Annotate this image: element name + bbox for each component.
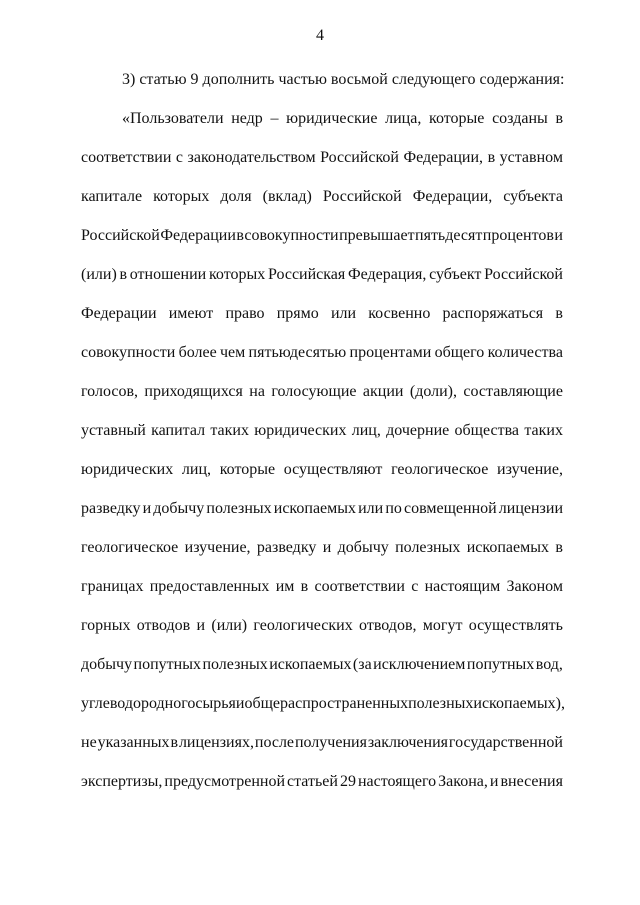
word: Российской <box>320 149 399 166</box>
word: отводов, <box>359 617 417 634</box>
word: им <box>275 578 295 595</box>
word: субъект <box>429 266 482 283</box>
word: предусмотренной <box>164 773 286 790</box>
word: в <box>487 149 496 166</box>
word: лицензиях, <box>178 734 254 751</box>
word: пятьдесят <box>415 227 483 244</box>
paragraph-line <box>81 422 563 440</box>
word: Закона, <box>438 773 488 790</box>
word: исключением <box>373 656 466 673</box>
word: лиц, <box>351 422 381 439</box>
word: сырья <box>195 695 236 712</box>
word: заключения <box>367 734 448 751</box>
word: государственной <box>448 734 563 751</box>
paragraph-line <box>81 695 563 713</box>
word: которые <box>429 110 485 127</box>
word: юридических <box>81 461 174 478</box>
paragraph-line <box>81 539 563 557</box>
word: предоставленных <box>149 578 270 595</box>
word: в <box>555 110 563 127</box>
paragraph-line <box>81 461 563 479</box>
word: и <box>142 500 152 517</box>
word: (или) <box>211 617 248 634</box>
word: попутных <box>466 656 535 673</box>
word: «Пользователи <box>122 110 224 127</box>
word: законодательством <box>187 149 316 166</box>
word: юридические <box>286 110 378 127</box>
word: по <box>385 500 402 517</box>
word: и <box>235 695 245 712</box>
word: ископаемых <box>273 500 357 517</box>
paragraph-line <box>81 578 563 596</box>
word: субъекта <box>503 188 563 205</box>
word: распоряжаться <box>442 305 544 322</box>
word: горных <box>81 617 131 634</box>
paragraph-line <box>81 227 563 245</box>
word: в <box>300 578 309 595</box>
word: статьей <box>287 773 338 790</box>
word: недр <box>231 110 263 127</box>
word: полезных <box>408 695 474 712</box>
paragraph-line <box>81 734 563 752</box>
word: таких <box>524 422 563 439</box>
word: в <box>170 734 179 751</box>
word: не <box>81 734 97 751</box>
word: соответствии <box>81 149 172 166</box>
word: (или) <box>81 266 117 283</box>
word: настоящего <box>357 773 437 790</box>
word: Российской <box>81 227 160 244</box>
word: геологическое <box>391 461 489 478</box>
word: ископаемых), <box>473 695 565 712</box>
word: Федерация, <box>347 266 427 283</box>
word: и <box>489 773 499 790</box>
word: Федерации, <box>403 149 484 166</box>
word: или <box>358 500 384 517</box>
word: указанных <box>97 734 170 751</box>
paragraph-line <box>81 773 563 791</box>
word: в <box>555 305 563 322</box>
paragraph-line <box>81 656 563 674</box>
word: чем <box>219 344 246 361</box>
word: таких <box>210 422 249 439</box>
word: совокупности <box>81 344 176 361</box>
word: отводов <box>136 617 191 634</box>
word: – <box>270 110 279 127</box>
word: имеют <box>168 305 214 322</box>
word: лиц, <box>181 461 211 478</box>
word: количества <box>487 344 563 361</box>
word: и <box>554 227 563 244</box>
paragraph-line <box>81 617 563 635</box>
word: могут <box>422 617 463 634</box>
word: осуществлять <box>468 617 563 634</box>
word: ископаемых <box>466 539 549 556</box>
word: процентов <box>482 227 554 244</box>
paragraph-line <box>81 188 563 206</box>
word: составляющие <box>463 383 563 400</box>
paragraph-line: 3) статью 9 дополнить частью восьмой следующего содержания: <box>122 71 565 88</box>
word: добычу <box>337 539 389 556</box>
word: капитал <box>151 422 206 439</box>
word: границах <box>81 578 144 595</box>
word: вод, <box>535 656 563 673</box>
word: совмещенной <box>403 500 497 517</box>
paragraph-line <box>81 266 563 284</box>
paragraph-line <box>81 500 563 518</box>
word: в <box>236 227 244 244</box>
word: которых <box>208 266 266 283</box>
word: экспертизы, <box>81 773 163 790</box>
word: совокупности <box>244 227 339 244</box>
word: или <box>330 305 357 322</box>
word: разведку <box>81 500 141 517</box>
word: доля <box>220 188 252 205</box>
word: уставный <box>81 422 146 439</box>
paragraph-line <box>81 149 563 167</box>
page-number: 4 <box>316 27 324 44</box>
word: косвенно <box>368 305 431 322</box>
word: юридических <box>254 422 347 439</box>
word: осуществляют <box>283 461 383 478</box>
word: уставном <box>499 149 563 166</box>
word: отношении <box>129 266 207 283</box>
word: превышает <box>339 227 415 244</box>
word: более <box>178 344 217 361</box>
word: Российской <box>484 266 563 283</box>
word: добычу <box>153 500 205 517</box>
word: общества <box>454 422 520 439</box>
word: 29 <box>339 773 356 790</box>
word: с <box>411 578 419 595</box>
word: в <box>119 266 128 283</box>
word: которых <box>153 188 210 205</box>
word: (за <box>352 656 372 673</box>
word: разведку <box>256 539 317 556</box>
word: прямо <box>276 305 319 322</box>
word: Федерации <box>160 227 236 244</box>
word: после <box>254 734 295 751</box>
word: (доли), <box>409 383 458 400</box>
word: пятьюдесятью <box>248 344 347 361</box>
word: соответствии <box>314 578 405 595</box>
word: получения <box>294 734 367 751</box>
word: углеводородного <box>81 695 196 712</box>
word: полезных <box>395 539 461 556</box>
word: геологическое <box>81 539 179 556</box>
word: лица, <box>385 110 422 127</box>
paragraph-line <box>81 305 563 323</box>
word: внесения <box>500 773 563 790</box>
word: приходящихся <box>144 383 243 400</box>
word: добычу <box>81 656 133 673</box>
word: геологических <box>253 617 353 634</box>
word: полезных <box>206 500 272 517</box>
word: на <box>249 383 265 400</box>
word: (вклад) <box>262 188 312 205</box>
word: Законом <box>506 578 563 595</box>
word: попутных <box>133 656 201 673</box>
word: и <box>322 539 332 556</box>
word: и <box>196 617 206 634</box>
word: полезных <box>202 656 268 673</box>
word: голосующие <box>271 383 357 400</box>
word: изучение, <box>184 539 251 556</box>
word: процентами <box>349 344 432 361</box>
word: настоящим <box>424 578 501 595</box>
word: капитале <box>81 188 143 205</box>
word: Федерации <box>81 305 157 322</box>
word: Российской <box>322 188 402 205</box>
word: право <box>225 305 265 322</box>
word: лицензии <box>498 500 563 517</box>
word: с <box>175 149 184 166</box>
paragraph-line <box>81 383 563 401</box>
word: ископаемых <box>269 656 352 673</box>
word: акции <box>362 383 404 400</box>
word: в <box>555 539 563 556</box>
word: Федерации, <box>412 188 493 205</box>
word: общераспространенных <box>244 695 409 712</box>
word: созданы <box>492 110 548 127</box>
word: общего <box>434 344 485 361</box>
paragraph-line <box>81 344 563 362</box>
word: дочерние <box>386 422 450 439</box>
word: которые <box>219 461 276 478</box>
word: Российская <box>267 266 346 283</box>
word: изучение, <box>497 461 563 478</box>
paragraph-line <box>122 110 563 128</box>
word: голосов, <box>81 383 138 400</box>
